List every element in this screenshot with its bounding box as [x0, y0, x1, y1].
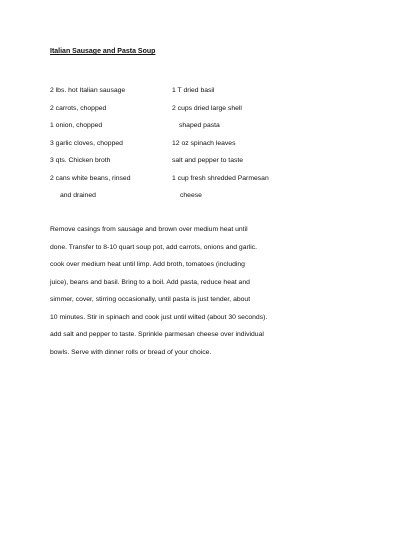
- ingredient-left-4: 3 garlic cloves, chopped: [50, 140, 123, 147]
- ingredient-right-5: salt and pepper to taste: [172, 157, 244, 164]
- ingredient-right-2: 2 cups dried large shell: [172, 105, 242, 112]
- ingredient-right-3: shaped pasta: [179, 122, 220, 129]
- ingredient-left-1: 2 lbs. hot Italian sausage: [50, 87, 126, 94]
- direction-line-1: Remove casings from sausage and brown over medium heat until: [50, 226, 248, 233]
- ingredient-left-7: and drained: [60, 192, 96, 199]
- ingredient-left-6: 2 cans white beans, rinsed: [50, 175, 131, 182]
- direction-line-7: add salt and pepper to taste. Sprinkle parmesan cheese over individual: [50, 331, 264, 338]
- ingredient-left-5: 3 qts. Chicken broth: [50, 157, 111, 164]
- ingredient-right-7: cheese: [180, 192, 202, 199]
- ingredient-right-6: 1 cup fresh shredded Parmesan: [172, 175, 269, 182]
- ingredient-right-4: 12 oz spinach leaves: [172, 140, 236, 147]
- ingredient-left-3: 1 onion, chopped: [50, 122, 103, 129]
- recipe-title: Italian Sausage and Pasta Soup: [50, 48, 156, 55]
- ingredient-left-2: 2 carrots, chopped: [50, 105, 107, 112]
- direction-line-8: bowls. Serve with dinner rolls or bread of your choice.: [50, 349, 212, 356]
- direction-line-6: 10 minutes. Stir in spinach and cook just until wilted (about 30 seconds).: [50, 314, 268, 321]
- direction-line-4: juice), beans and basil. Bring to a boil. Add pasta, reduce heat and: [50, 279, 250, 286]
- direction-line-5: simmer, cover, stirring occasionally, until pasta is just tender, about: [50, 296, 251, 303]
- ingredient-right-1: 1 T dried basil: [172, 87, 215, 94]
- direction-line-3: cook over medium heat until limp. Add broth, tomatoes (including: [50, 261, 245, 268]
- direction-line-2: done. Transfer to 8-10 quart soup pot, add carrots, onions and garlic.: [50, 244, 258, 251]
